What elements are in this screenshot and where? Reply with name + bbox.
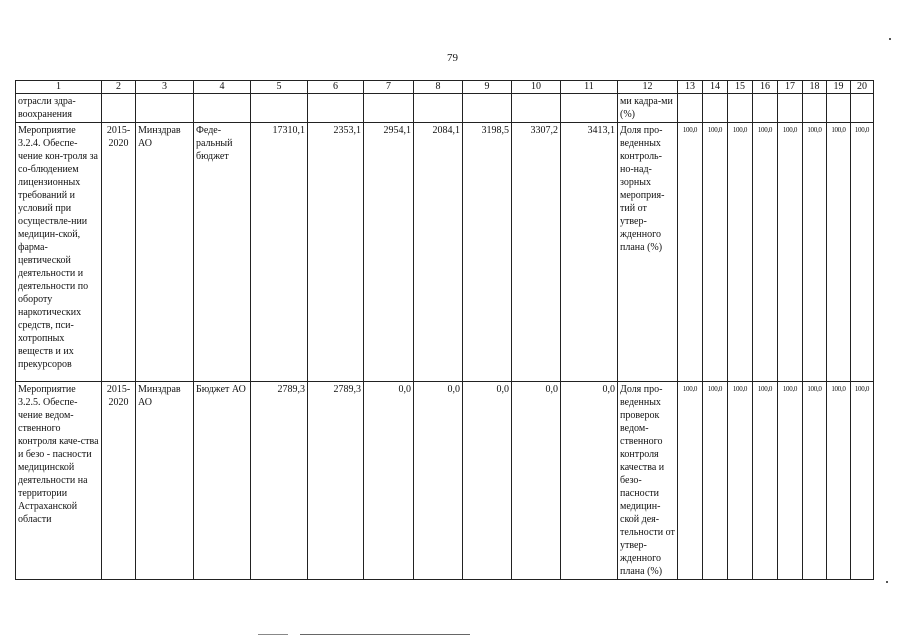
- scan-artifact-line: [300, 634, 470, 635]
- measure-cell: Мероприятие 3.2.5. Обеспе-чение ведом-ственного контроля каче-ства и безо - пасности медицинской деятельности на территории Астраханской области: [16, 382, 102, 580]
- target-value-cell: 100,0: [728, 382, 753, 580]
- column-number: 20: [851, 81, 874, 94]
- amount-cell: 0,0: [512, 382, 561, 580]
- target-value-cell: 100,0: [703, 123, 728, 382]
- scan-speck: [886, 581, 888, 583]
- amount-cell: 2353,1: [308, 123, 364, 382]
- measure-cell: Мероприятие 3.2.4. Обеспе-чение кон-троля за со-блюдением лицензионных требований и условий при осуществле-нии медицин-ской, фарма-цевтической деятельности и деятельности по обороту наркотических средств, пси-хотропных веществ и их прекурсоров: [16, 123, 102, 382]
- column-number: 16: [753, 81, 778, 94]
- target-value-cell: 100,0: [851, 382, 874, 580]
- target-value-cell: 100,0: [778, 123, 803, 382]
- target-value-cell: 100,0: [703, 382, 728, 580]
- column-number: 12: [618, 81, 678, 94]
- column-number: 14: [703, 81, 728, 94]
- column-number: 10: [512, 81, 561, 94]
- target-value-cell: 100,0: [678, 123, 703, 382]
- target-value-cell: 100,0: [827, 123, 851, 382]
- continuation-row: [16, 94, 874, 123]
- column-number: 8: [414, 81, 463, 94]
- indicator-cell: Доля про-веденных проверок ведом-ственного контроля качества и безо-пасности медицин-ской дея-тельности от утвер-жденного плана (%): [618, 382, 678, 580]
- amount-cell: 2789,3: [251, 382, 308, 580]
- amount-cell: 0,0: [364, 382, 414, 580]
- target-value-cell: 100,0: [803, 123, 827, 382]
- executor-cell: Минздрав АО: [136, 382, 194, 580]
- column-number: 1: [16, 81, 102, 94]
- amount-cell: 2084,1: [414, 123, 463, 382]
- column-number: 19: [827, 81, 851, 94]
- column-number: 9: [463, 81, 512, 94]
- target-value-cell: 100,0: [753, 123, 778, 382]
- amount-cell: 0,0: [463, 382, 512, 580]
- funding-source-cell: Бюджет АО: [194, 382, 251, 580]
- column-number: 2: [102, 81, 136, 94]
- period-cell: 2015-2020: [102, 382, 136, 580]
- executor-cell: Минздрав АО: [136, 123, 194, 382]
- amount-cell: 0,0: [561, 382, 618, 580]
- amount-cell: 3198,5: [463, 123, 512, 382]
- column-number: 6: [308, 81, 364, 94]
- continuation-indicator-text: ми кадра-ми (%): [618, 94, 678, 123]
- amount-cell: 17310,1: [251, 123, 308, 382]
- column-number: 7: [364, 81, 414, 94]
- scan-speck: [889, 38, 891, 40]
- column-number: 15: [728, 81, 753, 94]
- target-value-cell: 100,0: [678, 382, 703, 580]
- target-value-cell: 100,0: [851, 123, 874, 382]
- target-value-cell: 100,0: [728, 123, 753, 382]
- column-number: 13: [678, 81, 703, 94]
- page-number: 79: [447, 52, 458, 64]
- column-number: 17: [778, 81, 803, 94]
- table-row: [16, 382, 874, 580]
- target-value-cell: 100,0: [753, 382, 778, 580]
- column-number: 3: [136, 81, 194, 94]
- target-value-cell: 100,0: [803, 382, 827, 580]
- table-row: [16, 123, 874, 382]
- column-number-row: [16, 81, 874, 94]
- target-value-cell: 100,0: [778, 382, 803, 580]
- amount-cell: 3413,1: [561, 123, 618, 382]
- continuation-measure-text: отрасли здра-воохранения: [16, 94, 102, 123]
- amount-cell: 2789,3: [308, 382, 364, 580]
- program-table: [15, 80, 874, 580]
- target-value-cell: 100,0: [827, 382, 851, 580]
- amount-cell: 2954,1: [364, 123, 414, 382]
- amount-cell: 0,0: [414, 382, 463, 580]
- indicator-cell: Доля про-веденных контроль-но-над-зорных мероприя-тий от утвер-жденного плана (%): [618, 123, 678, 382]
- period-cell: 2015-2020: [102, 123, 136, 382]
- column-number: 5: [251, 81, 308, 94]
- amount-cell: 3307,2: [512, 123, 561, 382]
- scan-artifact-line: [258, 634, 288, 635]
- column-number: 18: [803, 81, 827, 94]
- column-number: 11: [561, 81, 618, 94]
- column-number: 4: [194, 81, 251, 94]
- funding-source-cell: Феде-ральный бюджет: [194, 123, 251, 382]
